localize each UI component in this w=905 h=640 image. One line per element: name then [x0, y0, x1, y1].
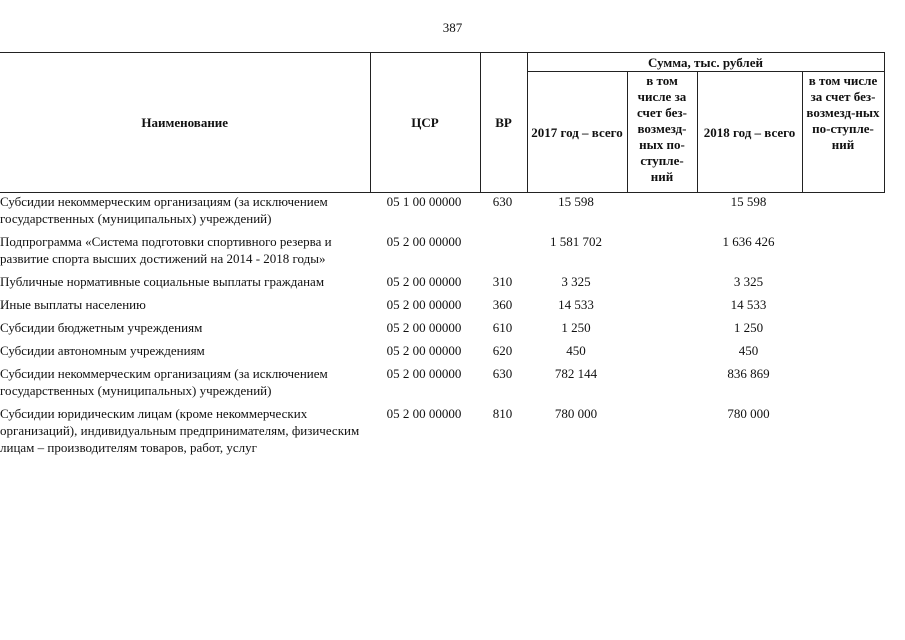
row-2017-total: 3 325 [561, 274, 591, 289]
row-vr: 610 [492, 320, 513, 335]
row-csr: 05 1 00 00000 [386, 194, 462, 209]
header-name: Наименование [0, 53, 370, 193]
row-2017-total: 15 598 [558, 194, 594, 209]
row-2017-total: 1 581 702 [550, 234, 602, 249]
row-2017-bezv [627, 319, 697, 342]
row-csr: 05 2 00 00000 [386, 343, 462, 358]
row-2017-total: 1 250 [561, 320, 591, 335]
row-csr: 05 2 00 00000 [386, 297, 462, 312]
row-name: Подпрограмма «Система подготовки спортивного резерва и развитие спорта высших достижений на 2014 - 2018 годы» [0, 234, 332, 266]
row-2018-total: 1 250 [733, 320, 764, 335]
row-2017-total: 14 533 [558, 297, 594, 312]
row-name: Субсидии бюджетным учреждениям [0, 320, 203, 335]
table-row [0, 296, 884, 319]
row-csr: 05 2 00 00000 [386, 320, 462, 335]
row-name: Иные выплаты населению [0, 297, 146, 312]
row-vr: 630 [492, 194, 513, 209]
row-2018-total: 450 [738, 343, 759, 358]
row-name: Субсидии некоммерческим организациям (за исключением государственных (муниципальных) учреждений) [0, 194, 328, 226]
table-row [0, 365, 884, 405]
table-header [0, 53, 884, 193]
table-row [0, 273, 884, 296]
row-vr: 310 [492, 274, 513, 289]
row-vr: 810 [492, 406, 513, 421]
table-row [0, 193, 884, 234]
row-name: Субсидии некоммерческим организациям (за исключением государственных (муниципальных) учреждений) [0, 366, 328, 398]
row-2018-bezv [802, 296, 884, 319]
row-2017-bezv [627, 342, 697, 365]
header-csr: ЦСР [370, 53, 480, 193]
row-2018-total: 1 636 426 [722, 234, 775, 249]
row-csr: 05 2 00 00000 [386, 406, 462, 421]
row-name: Публичные нормативные социальные выплаты гражданам [0, 274, 325, 289]
row-2018-bezv [802, 193, 884, 234]
row-2017-total: 780 000 [554, 406, 598, 421]
page-number: 387 [442, 20, 463, 35]
header-sum-group: Сумма, тыс. рублей [527, 53, 884, 72]
row-csr: 05 2 00 00000 [386, 366, 462, 381]
row-name: Субсидии автономным учреждениям [0, 343, 205, 358]
header-2018-bezv: в том числе за счет без-возмезд-ных по-ступле-ний [802, 72, 884, 193]
row-2018-bezv [802, 319, 884, 342]
row-2017-bezv [627, 193, 697, 234]
row-2018-bezv [802, 405, 884, 462]
table-row [0, 233, 884, 273]
row-2018-total: 3 325 [733, 274, 764, 289]
row-2017-bezv [627, 365, 697, 405]
budget-table [0, 52, 885, 462]
row-vr: 630 [492, 366, 513, 381]
header-2018-total: 2018 год – всего [697, 72, 802, 193]
row-2018-total: 14 533 [730, 297, 767, 312]
row-2018-bezv [802, 273, 884, 296]
row-2018-total: 836 869 [727, 366, 770, 381]
row-2017-bezv [627, 233, 697, 273]
row-2017-total: 782 144 [554, 366, 598, 381]
row-vr: 620 [492, 343, 513, 358]
row-2018-bezv [802, 365, 884, 405]
header-2017-total: 2017 год – всего [527, 72, 627, 193]
row-2018-bezv [802, 233, 884, 273]
row-vr: 360 [492, 297, 513, 312]
table-row [0, 405, 884, 462]
row-csr: 05 2 00 00000 [386, 234, 462, 249]
row-2017-bezv [627, 273, 697, 296]
row-name: Субсидии юридическим лицам (кроме некоммерческих организаций), индивидуальным предпринимателям, физическим лицам – производителям товаров, работ, услуг [0, 406, 360, 455]
table-body [0, 193, 884, 463]
row-vr [480, 233, 527, 273]
row-2018-total: 780 000 [727, 406, 770, 421]
row-2018-total: 15 598 [730, 194, 767, 209]
row-2017-bezv [627, 405, 697, 462]
row-2017-total: 450 [566, 343, 586, 358]
header-2017-bezv: в том числе за счет без-возмезд-ных по-ступле-ний [627, 72, 697, 193]
row-2017-bezv [627, 296, 697, 319]
table-row [0, 342, 884, 365]
row-2018-bezv [802, 342, 884, 365]
table-row [0, 319, 884, 342]
header-vr: ВР [480, 53, 527, 193]
row-csr: 05 2 00 00000 [386, 274, 462, 289]
